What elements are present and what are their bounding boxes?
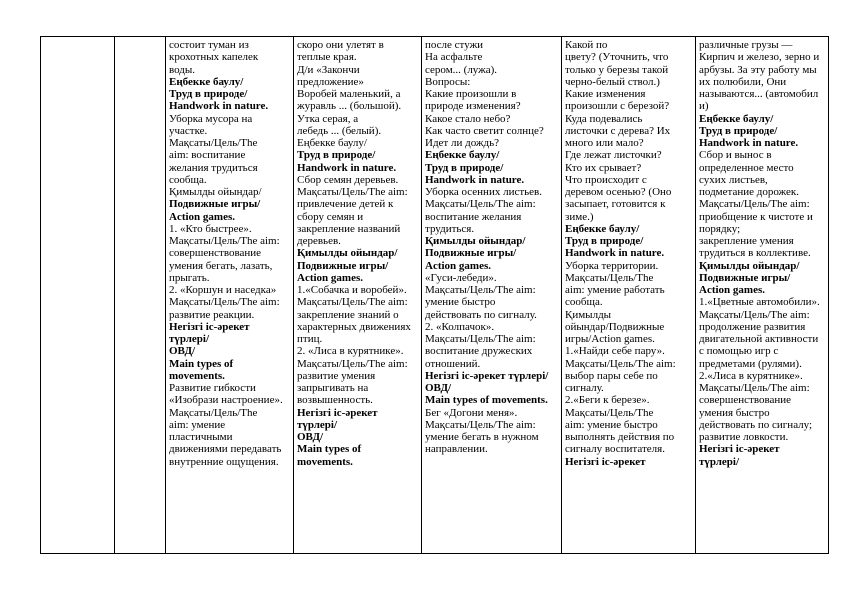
text-line: movements. [169,369,225,382]
text-line: только у березы такой [565,63,669,76]
text-line: определенное место [699,161,794,174]
text-line: привлечение детей к [297,198,394,211]
column-day-5 [422,37,561,553]
text-line: Негізгі іс-әрекет [297,406,378,419]
text-line: с помощью игр с [699,345,779,358]
text-line: Еңбекке баулу/ [425,149,500,162]
text-line: предметами (рулями). [699,357,802,370]
text-line: сигналу. [565,382,604,394]
text-line: двигательной активности [699,333,819,345]
text-line: совершенствование [169,247,262,260]
text-line: журавль ... (большой). [297,100,402,113]
text-line: состоит туман из [169,39,249,51]
text-line: Негізгі іс-әрекет [565,455,646,468]
text-line: запрыгивать на [297,382,369,394]
text-line: Подвижные игры/ [699,271,791,284]
text-line: 2.«Лиса в курятнике». [699,369,803,382]
text-line: Мақсаты/Цель/The aim: [699,308,810,321]
text-line: Action games. [699,284,765,296]
text-line: сером... (лужа). [425,63,498,76]
text-line: зиме.) [565,210,594,223]
text-line: Қимылды [565,308,612,321]
text-line: Подвижные игры/ [425,247,517,260]
text-line: Какой по [565,39,608,51]
column-day-4 [294,37,421,553]
text-line: Как часто светит солнце? [425,124,544,137]
text-line: внутренние ощущения. [169,455,279,468]
text-line: Action games. [425,259,491,272]
text-line: 2. «Колпачок». [425,320,495,333]
text-line: трудиться в коллективе. [699,247,811,260]
text-line: 2. «Лиса в курятнике». [297,345,404,358]
text-line: Мақсаты/Цель/The aim: [425,418,536,431]
column-day-6 [562,37,695,553]
text-line: совершенствование [699,394,792,407]
text-line: Труд в природе/ [297,149,376,162]
text-line: Мақсаты/Цель/The aim: [425,333,536,345]
text-line: действовать по сигналу; [699,418,813,431]
text-line: Вопросы: [425,75,471,88]
text-line: Мақсаты/Цель/The aim: [169,235,280,247]
text-line: характерных движениях [297,320,411,333]
schedule-table [40,36,829,554]
text-line: направлении. [425,443,488,456]
text-line: Подвижные игры/ [169,198,261,211]
text-line: Сбор и вынос в [699,149,772,162]
text-line: Труд в природе/ [565,235,644,247]
text-line: и) [699,100,709,113]
text-line: развитие умения [297,369,376,382]
text-line: скоро они улетят в [297,39,384,51]
text-line: Негізгі іс-әрекет [169,320,250,333]
text-line: Утка серая, а [297,112,359,125]
text-line: Бег «Догони меня». [425,406,518,419]
text-line: воды. [169,63,196,76]
text-line: крохотных капелек [169,51,259,64]
text-line: порядку; [699,222,741,235]
text-line: Мақсаты/Цель/The aim: [169,296,280,309]
text-line: Мақсаты/Цель/The aim: [297,357,408,370]
text-line: Где лежат листочки? [565,149,662,162]
text-line: Уборка мусора на [169,112,253,125]
text-line: Воробей маленький, а [297,88,401,100]
text-line: Еңбекке баулу/ [699,112,774,125]
text-line: aim: умение работать [565,284,665,296]
text-line: Мақсаты/Цель/The aim: [699,382,810,394]
text-line: теплые края. [297,51,357,64]
text-line: выбор пары себе по [565,369,658,382]
text-line: предложение» [297,75,364,88]
text-line: Еңбекке баулу/ [297,137,367,149]
text-line: Мақсаты/Цель/The aim: [425,198,536,211]
text-line: Main types of [297,443,362,456]
text-line: природе изменения? [425,100,521,113]
text-line: 1.«Собачка и воробей». [297,284,407,296]
text-line: выполнять действия по [565,431,675,443]
text-line: деревом осенью? (Оно [565,186,672,198]
text-line: цвету? (Уточнить, что [565,51,669,64]
text-line: умения быстро [699,406,770,419]
text-line: Мақсаты/Цель/The aim: [699,198,810,211]
text-line: movements. [297,455,353,468]
text-line: Мақсаты/Цель/The aim: [297,186,408,198]
text-line: Еңбекке баулу/ [169,75,244,88]
text-line: прыгать. [169,271,210,284]
text-line: их полюбили, Они [699,75,787,88]
text-line: участке. [169,124,208,137]
text-line: Что происходит с [565,173,647,186]
text-line: закрепление знаний о [297,308,399,321]
text-line: ОВД/ [425,382,452,394]
text-line: Қимылды ойындар/ [297,247,398,260]
text-line: Негізгі іс-әрекет түрлері/ [425,369,549,382]
text-line: 2.«Беги к березе». [565,394,650,407]
text-line: Куда подевались [565,112,643,125]
text-line: продолжение развития [699,320,806,333]
text-line: пластичными [169,431,233,443]
text-line: сухих листьев, [699,173,768,186]
text-line: Handwork in nature. [565,247,665,260]
column-empty-1 [41,37,114,553]
column-day-7 [696,37,830,553]
text-line: Қимылды ойындар/ [425,235,526,247]
text-line: Негізгі іс-әрекет [699,443,780,456]
text-line: Сбор семян деревьев. [297,173,399,186]
text-line: Какие произошли в [425,88,517,100]
text-line: умения бегать, лазать, [169,259,273,272]
text-line: произошли с березой? [565,100,670,113]
text-line: Қимылды ойындар/ [169,186,262,198]
text-line: приобщение к чистоте и [699,210,813,223]
text-line: Труд в природе/ [169,88,248,100]
text-line: aim: умение [169,418,226,431]
text-line: Мақсаты/Цель/The [169,137,258,149]
text-line: много или мало? [565,137,644,149]
text-line: Мақсаты/Цель/The aim: [565,357,676,370]
text-line: называются... (автомобил [699,88,819,100]
text-line: Уборка территории. [565,259,659,272]
text-line: сообща. [565,296,603,309]
text-line: ОВД/ [169,345,196,358]
text-line: отношений. [425,357,481,370]
text-line: арбузы. За эту работу мы [699,63,817,76]
text-line: закрепление умения [699,235,794,247]
text-line: воспитание дружеских [425,345,533,358]
text-line: Action games. [297,271,363,284]
text-line: Какие изменения [565,88,646,100]
text-line: 1.«Найди себе пару». [565,345,665,358]
text-line: Подвижные игры/ [297,259,389,272]
text-line: Handwork in nature. [699,137,799,149]
text-line: развитие реакции. [169,308,255,321]
text-line: Какое стало небо? [425,112,511,125]
text-line: умение бегать в нужном [425,431,539,443]
text-line: Развитие гибкости [169,382,256,394]
text-line: түрлері/ [699,455,740,468]
text-line: 1. «Кто быстрее». [169,222,252,235]
text-line: различные грузы — [699,39,793,51]
text-line: подметание дорожек. [699,186,799,198]
text-line: Мақсаты/Цель/The [565,406,654,419]
text-line: aim: умение быстро [565,418,658,431]
text-line: Handwork in nature. [297,161,397,174]
text-line: Handwork in nature. [169,100,269,113]
text-line: 2. «Коршун и наседка» [169,284,277,296]
text-line: Д/и «Закончи [297,63,360,76]
text-line: закрепление названий [297,222,401,235]
text-line: Main types of movements. [425,394,548,407]
text-line: Main types of [169,357,234,370]
text-line: Мақсаты/Цель/The [565,271,654,284]
text-line: түрлері/ [297,418,338,431]
text-line: после стужи [425,39,484,51]
text-line: Мақсаты/Цель/The aim: [425,284,536,296]
column-empty-2 [115,37,165,553]
text-line: Труд в природе/ [425,161,504,174]
text-line: Action games. [169,210,235,223]
text-line: черно-белый ствол.) [565,75,660,88]
text-line: «Гуси-лебеди». [425,271,497,284]
text-line: Handwork in nature. [425,173,525,186]
text-line: На асфальте [425,51,483,64]
text-line: лебедь ... (белый). [297,124,382,137]
text-line: Идет ли дождь? [425,137,500,149]
text-line: 1.«Цветные автомобили». [699,296,820,309]
text-line: действовать по сигналу. [425,308,537,321]
text-line: сигналу воспитателя. [565,443,665,456]
text-line: трудиться. [425,222,475,235]
text-line: движениями передавать [169,443,282,456]
text-line: Қимылды ойындар/ [699,259,800,272]
text-line: Кто их срывает? [565,161,642,174]
text-line: Еңбекке баулу/ [565,222,640,235]
text-line: ойындар/Подвижные [565,320,665,333]
text-line: желания трудиться [169,161,258,174]
text-line: түрлері/ [169,333,210,345]
text-line: возвышенность. [297,394,373,407]
text-line: листочки с дерева? Их [565,124,671,137]
text-line: воспитание желания [425,210,522,223]
text-line: Мақсаты/Цель/The aim: [297,296,408,309]
text-line: aim: воспитание [169,149,246,162]
text-line: сообща. [169,173,207,186]
text-line: Труд в природе/ [699,124,778,137]
column-day-3 [166,37,293,553]
text-line: Кирпич и железо, зерно и [699,51,820,64]
text-line: сбору семян и [297,210,364,223]
text-line: умение быстро [425,296,496,309]
text-line: птиц. [297,333,323,345]
text-line: Уборка осенних листьев. [425,186,542,198]
text-line: засыпает, готовится к [565,198,666,211]
text-line: деревьев. [297,235,341,247]
text-line: ОВД/ [297,431,324,443]
text-line: игры/Action games. [565,333,655,345]
text-line: «Изобрази настроение». [169,394,283,407]
text-line: Мақсаты/Цель/The [169,406,258,419]
text-line: развитие ловкости. [699,431,789,443]
